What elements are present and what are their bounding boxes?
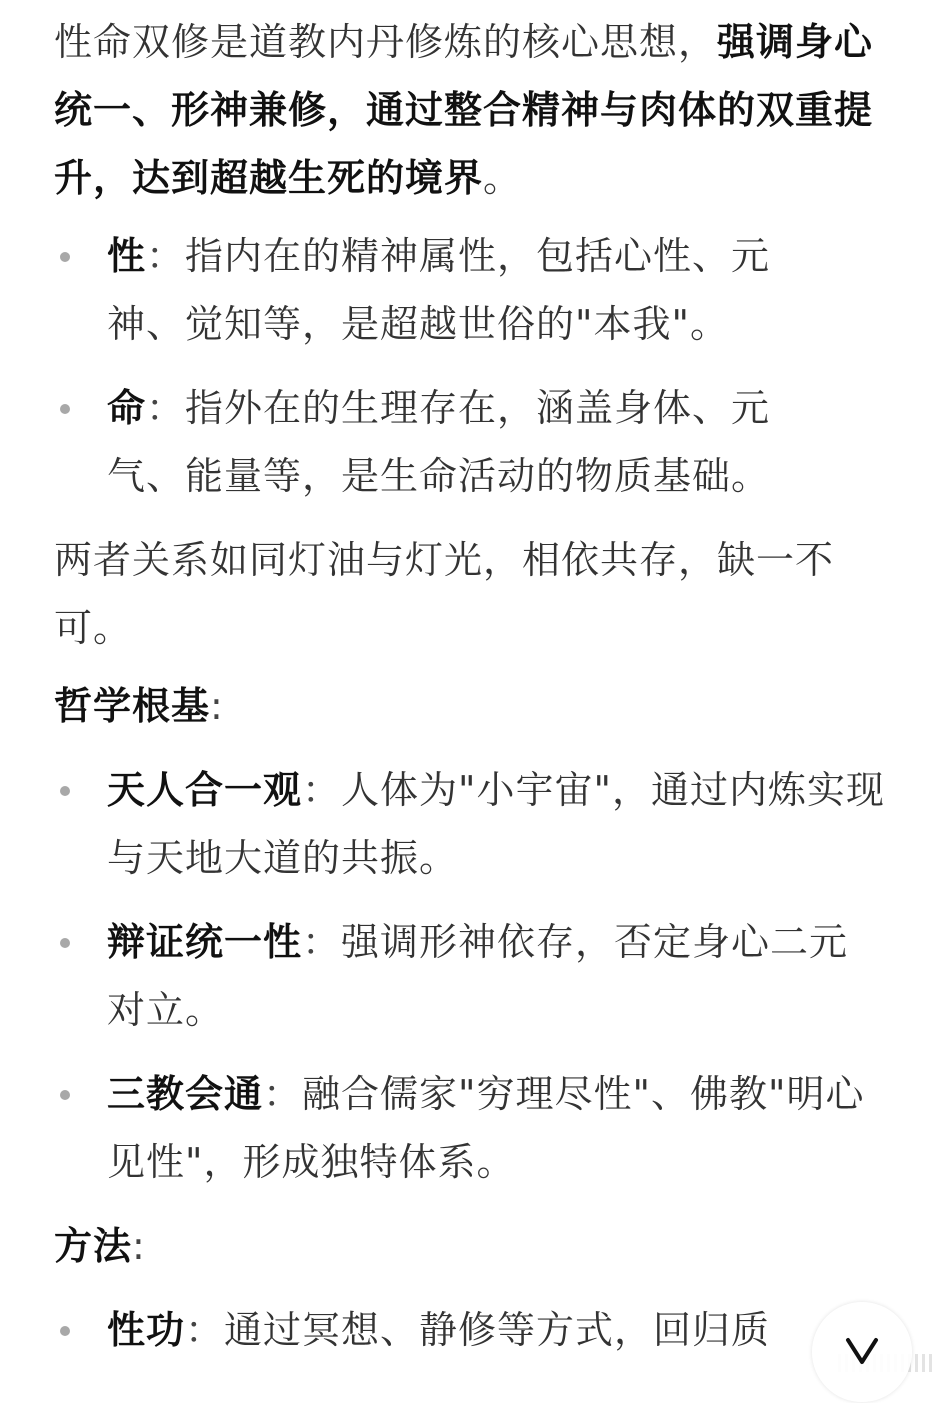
section-heading-philosophy: [54, 672, 904, 740]
list-text: 强调形神依存，否定身心二元对立。: [107, 920, 849, 1032]
list-colon: ：: [146, 234, 186, 278]
scroll-down-button[interactable]: [812, 1302, 912, 1402]
bullet-icon: [60, 252, 70, 262]
list-item: [54, 222, 794, 358]
list-item: [54, 1296, 904, 1364]
heading-colon: :: [210, 684, 224, 728]
intro-plain: 性命双修是道教内丹修炼的核心思想，: [54, 20, 718, 64]
list-text: 融合儒家"穷理尽性"、佛教"明心见性"，形成独特体系。: [107, 1072, 865, 1184]
intro-bold: 强调身心统一、形神兼修，通过整合精神与肉体的双重提升，达到超越生死的境界: [54, 20, 874, 200]
list-item: [54, 1060, 877, 1196]
intro-end: 。: [483, 156, 523, 200]
section-heading-method: [54, 1212, 904, 1280]
chevron-down-icon: [842, 1332, 882, 1372]
philosophy-list: [54, 756, 904, 1196]
list-term: 三教会通: [107, 1072, 264, 1116]
list-text: 人体为"小宇宙"，通过内炼实现与天地大道的共振。: [107, 768, 885, 880]
list-colon: ：: [185, 1308, 225, 1352]
list-term: 性: [107, 234, 147, 278]
list-item: [54, 756, 904, 892]
bullet-icon: [60, 786, 70, 796]
bullet-icon: [60, 938, 70, 948]
article-content: [54, 8, 904, 1380]
list-colon: ：: [146, 386, 186, 430]
heading-colon: :: [132, 1224, 146, 1268]
list-term: 命: [107, 386, 147, 430]
list-term: 辩证统一性: [107, 920, 303, 964]
heading-text: 哲学根基: [54, 684, 211, 728]
list-colon: ：: [302, 768, 342, 812]
list-colon: ：: [263, 1072, 303, 1116]
method-list: [54, 1296, 904, 1364]
list-text: 指外在的生理存在，涵盖身体、元气、能量等，是生命活动的物质基础。: [107, 386, 771, 498]
list-colon: ：: [302, 920, 342, 964]
list-item: [54, 908, 877, 1044]
relation-paragraph: 两者关系如同灯油与灯光，相依共存，缺一不可。: [54, 538, 835, 650]
bullet-icon: [60, 404, 70, 414]
list-term: 天人合一观: [107, 768, 303, 812]
bullet-icon: [60, 1090, 70, 1100]
intro-paragraph: [54, 8, 904, 212]
list-term: 性功: [107, 1308, 186, 1352]
bullet-icon: [60, 1326, 70, 1336]
list-text: 通过冥想、静修等方式，回归质: [224, 1308, 771, 1352]
concept-list: [54, 222, 794, 510]
heading-text: 方法: [54, 1224, 133, 1268]
list-item: [54, 374, 794, 510]
list-text: 指内在的精神属性，包括心性、元神、觉知等，是超越世俗的"本我"。: [107, 234, 771, 346]
